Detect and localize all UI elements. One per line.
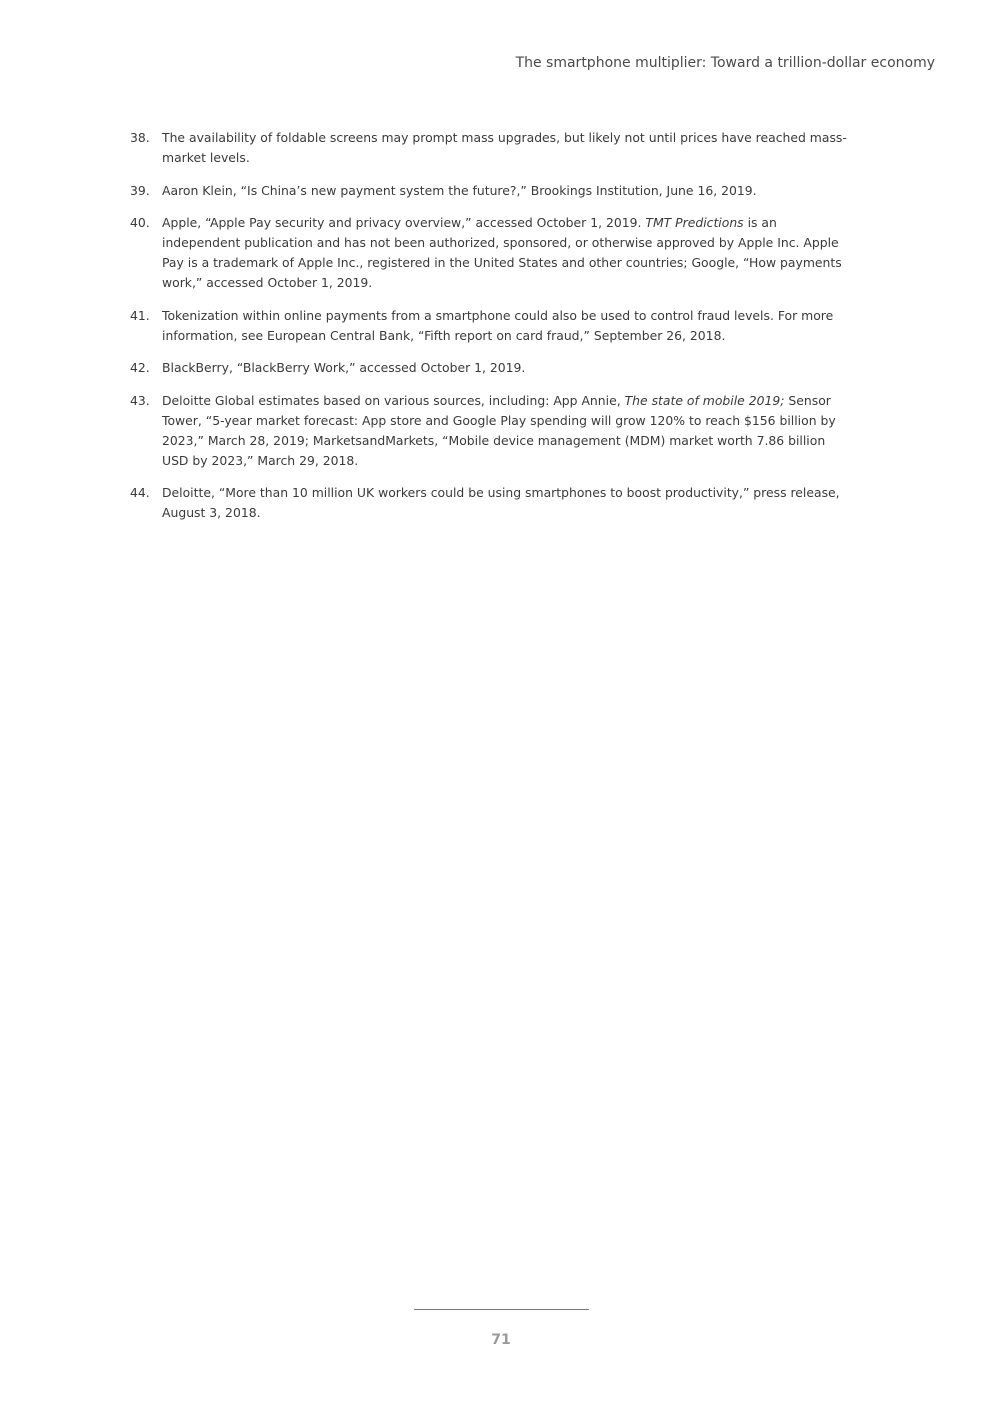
endnote-text-run: Apple, “Apple Pay security and privacy overview,” accessed October 1, 2019. — [162, 215, 646, 230]
endnote-text — [162, 306, 855, 346]
endnote-text-run: The availability of foldable screens may prompt mass upgrades, but likely not until prices have reached mass-market levels. — [162, 130, 847, 165]
endnote-number: 40. — [130, 215, 150, 230]
endnote-text — [162, 391, 855, 471]
endnote-italic-title: TMT Predictions — [645, 215, 744, 230]
endnote-number: 38. — [130, 130, 150, 145]
endnote-number: 39. — [130, 182, 150, 198]
endnote-text-run: Deloitte, “More than 10 million UK workers could be using smartphones to boost productivity,” press release, August 3, 2018. — [162, 485, 840, 520]
endnote-number: 41. — [130, 307, 150, 323]
endnote-item — [130, 391, 855, 471]
endnote-text-run: Deloitte Global estimates based on various sources, including: App Annie, — [162, 392, 625, 408]
endnote-item — [130, 358, 855, 378]
endnote-item — [130, 306, 855, 346]
endnote-item — [130, 128, 855, 168]
endnote-item — [130, 213, 855, 293]
endnote-number: 44. — [130, 485, 150, 500]
endnote-item — [130, 483, 855, 523]
endnote-italic-title: The state of mobile 2019; — [624, 392, 785, 408]
endnote-text — [162, 213, 855, 293]
endnotes-list — [130, 128, 855, 536]
endnote-text — [162, 358, 855, 378]
endnote-text-run: Tokenization within online payments from a smartphone could also be used to control fraud levels. For more information, see European Central Bank, “Fifth report on card fraud,” September 26, 2018. — [162, 307, 834, 343]
running-header: The smartphone multiplier: Toward a trillion-dollar economy — [515, 55, 935, 71]
endnote-text — [162, 128, 855, 168]
page-number: 71 — [491, 1332, 511, 1348]
endnote-text-run: BlackBerry, “BlackBerry Work,” accessed October 1, 2019. — [162, 360, 526, 375]
endnote-number: 43. — [130, 392, 150, 408]
endnote-text-run: Sensor Tower, “5-year market forecast: App store and Google Play spending will grow 120% to reach $156 billion by 2023,” March 28, 2019; MarketsandMarkets, “Mobile device management (MDM) market worth 7.86 billion USD by 2023,” March 29, 2018. — [162, 392, 836, 468]
endnote-text-run: is an independent publication and has not been authorized, sponsored, or otherwise approved by Apple Inc. Apple Pay is a trademark of Apple Inc., registered in the United States and other countries; Google, “How payments work,” accessed October 1, 2019. — [162, 215, 842, 290]
endnote-text — [162, 483, 855, 523]
endnote-number: 42. — [130, 360, 150, 375]
endnote-text — [162, 181, 855, 201]
footer-divider — [414, 1309, 589, 1310]
endnote-text-run: Aaron Klein, “Is China’s new payment system the future?,” Brookings Institution, June 16, 2019. — [162, 182, 757, 198]
endnote-item — [130, 181, 855, 201]
